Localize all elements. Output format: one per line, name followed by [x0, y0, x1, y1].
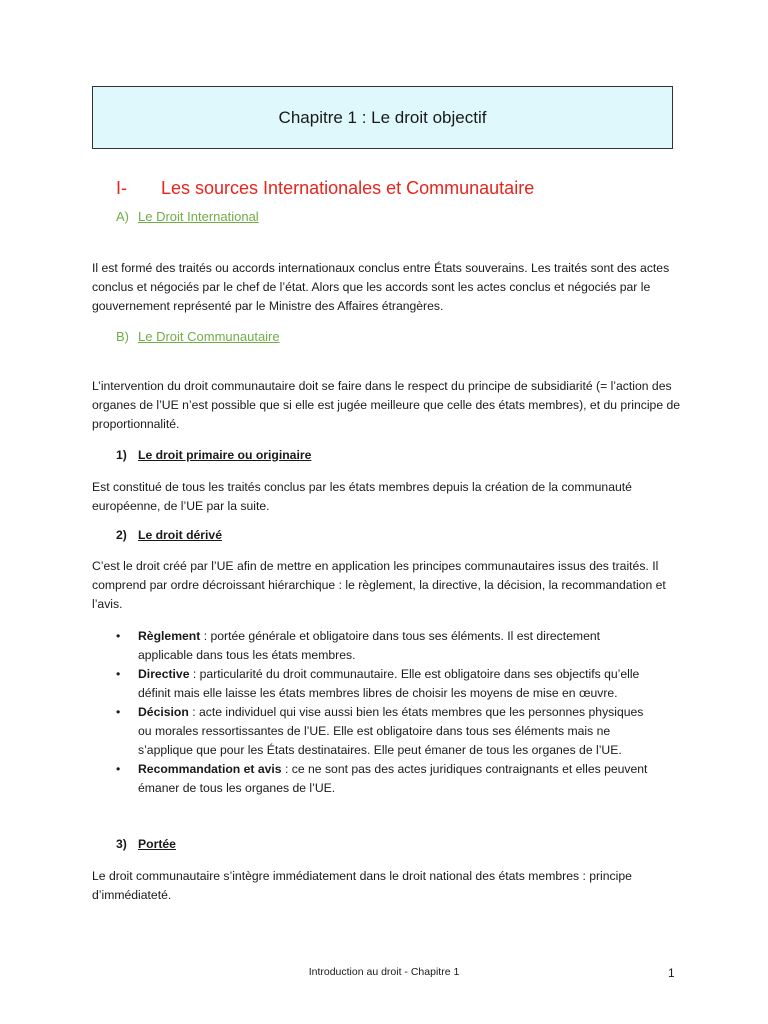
heading-portee — [116, 837, 176, 851]
list-item — [116, 760, 656, 798]
acts-list — [116, 627, 656, 798]
list-item-text: : acte individuel qui vise aussi bien les états membres que les personnes physiques ou morales ressortissantes de l’UE. Elle est obligatoire dans tous ses éléments mais ne s’applique que pour les États destinataires. Elle peut émaner de tous les organes de l’UE. — [138, 705, 644, 757]
footer-text: Introduction au droit - Chapitre 1 — [308, 966, 460, 978]
section-heading — [116, 178, 534, 199]
bullet-icon: • — [116, 762, 121, 776]
list-item-term: Directive — [138, 667, 190, 681]
subheading-label: Le Droit International — [138, 209, 259, 224]
subheading-label: Le Droit Communautaire — [138, 329, 280, 344]
paragraph-communautaire: L’intervention du droit communautaire doit se faire dans le respect du principe de subsidiarité (= l’action des organes de l’UE n’est possible que si elle est jugée meilleure que celle des états membres), et du principe de proportionnalité. — [92, 379, 681, 431]
heading-droit-primaire — [116, 448, 311, 462]
list-item-term: Décision — [138, 705, 189, 719]
list-item — [116, 703, 656, 760]
heading-number: 3) — [116, 837, 127, 851]
heading-droit-derive — [116, 528, 222, 542]
list-item — [116, 627, 656, 665]
subheading-letter: B) — [116, 329, 129, 344]
heading-number: 1) — [116, 448, 127, 462]
paragraph-international: Il est formé des traités ou accords internationaux conclus entre États souverains. Les traités sont des actes conclus et négociés par le chef de l’état. Alors que les accords sont les actes conclus et négociés par le gouvernement représenté par le Ministre des Affaires étrangères. — [92, 261, 670, 313]
subheading-international — [116, 209, 259, 224]
list-item-term: Recommandation et avis — [138, 762, 282, 776]
bullet-icon: • — [116, 629, 121, 643]
heading-number: 2) — [116, 528, 127, 542]
bullet-icon: • — [116, 705, 121, 719]
chapter-title: Chapitre 1 : Le droit objectif — [278, 107, 487, 127]
bullet-icon: • — [116, 667, 121, 681]
list-item-text: : particularité du droit communautaire. Elle est obligatoire dans ses objectifs qu’elle définit mais elle laisse les états membres libres de choisir les moyens de mise en œuvre. — [138, 667, 640, 700]
subheading-communautaire — [116, 329, 280, 344]
paragraph-portee: Le droit communautaire s’intègre immédiatement dans le droit national des états membres : principe d’immédiateté. — [92, 869, 632, 902]
paragraph-droit-primaire: Est constitué de tous les traités conclus par les états membres depuis la création de la communauté européenne, de l’UE par la suite. — [92, 480, 632, 513]
section-title: Les sources Internationales et Communautaire — [161, 178, 535, 198]
chapter-title-box — [92, 86, 673, 149]
list-item-term: Règlement — [138, 629, 201, 643]
list-item — [116, 665, 656, 703]
heading-label: Le droit dérivé — [138, 528, 222, 542]
section-number: I- — [116, 178, 127, 198]
list-item-text: : portée générale et obligatoire dans tous ses éléments. Il est directement applicable dans tous les états membres. — [138, 629, 601, 662]
heading-label: Portée — [138, 837, 176, 851]
subheading-letter: A) — [116, 209, 129, 224]
paragraph-droit-derive: C’est le droit créé par l’UE afin de mettre en application les principes communautaires issus des traités. Il comprend par ordre décroissant hiérarchique : le règlement, la directive, la décision, la recommandation et l’avis. — [92, 559, 666, 611]
heading-label: Le droit primaire ou originaire — [138, 448, 312, 462]
list-item-text: : ce ne sont pas des actes juridiques contraignants et elles peuvent émaner de tous les organes de l’UE. — [138, 762, 648, 795]
page-number: 1 — [668, 966, 675, 980]
